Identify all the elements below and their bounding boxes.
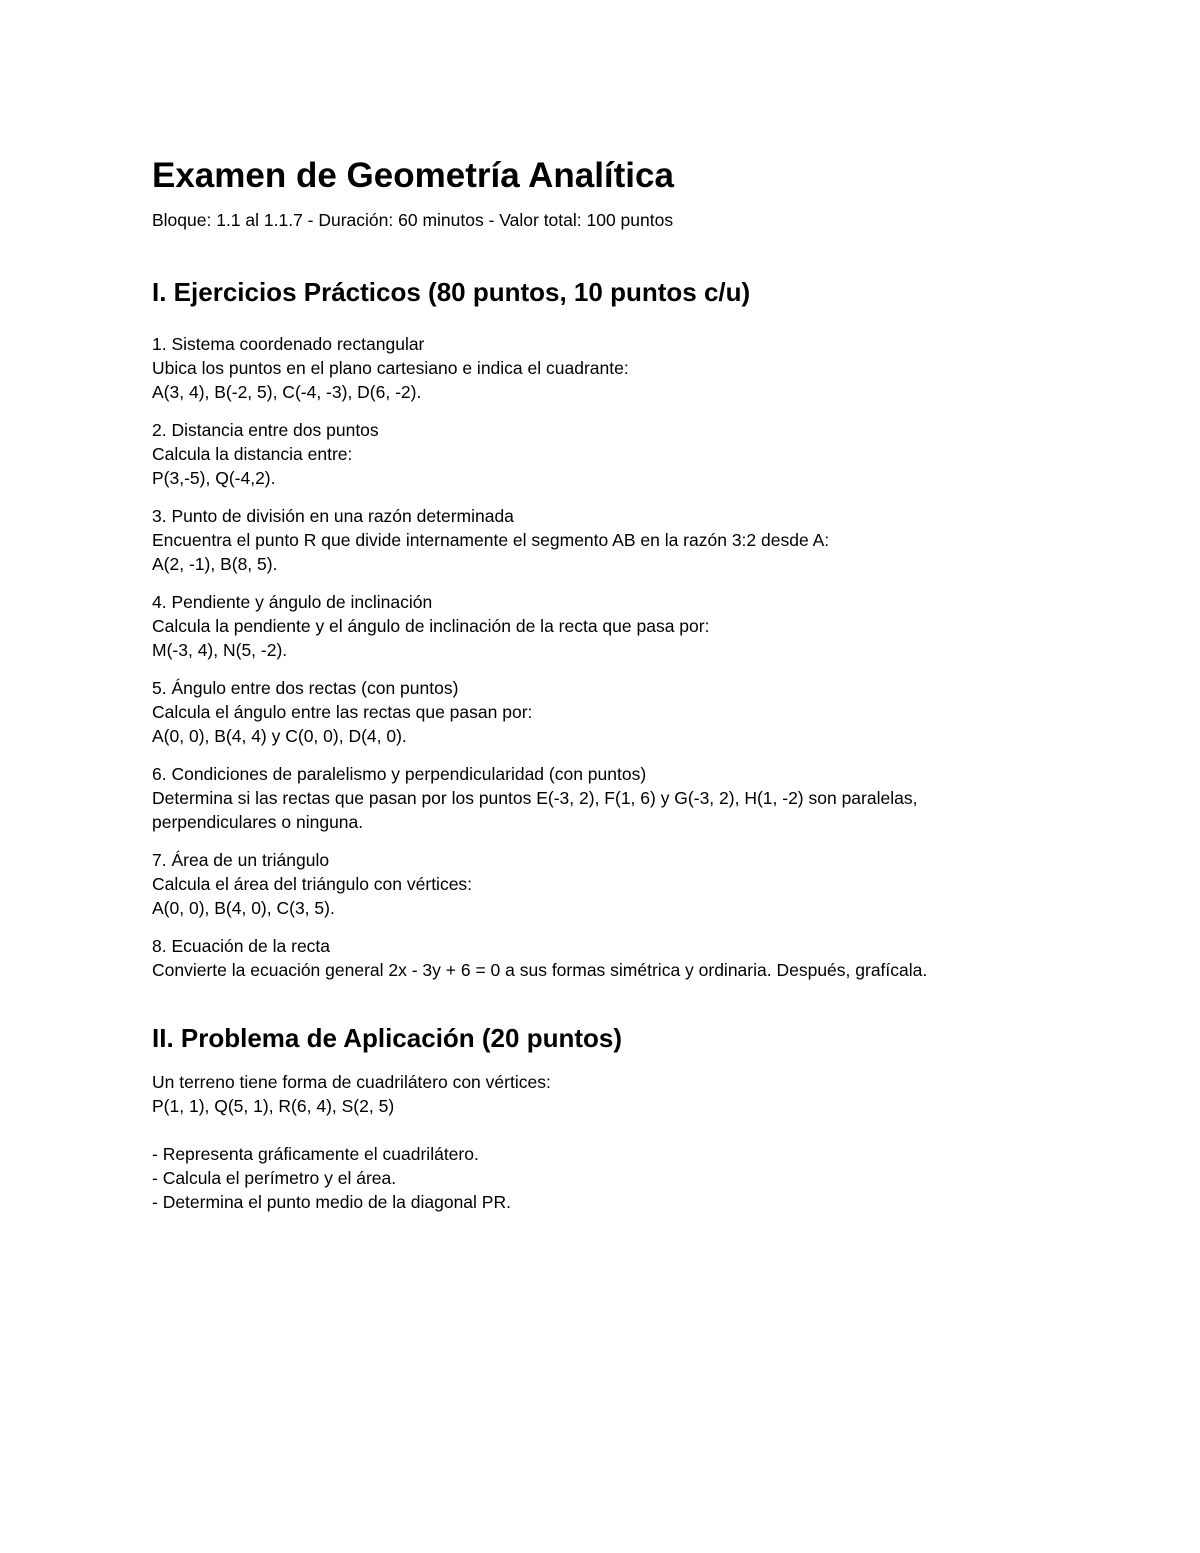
exercise-6 [152, 762, 1072, 834]
exercise-line: Calcula la pendiente y el ángulo de inclinación de la recta que pasa por: [152, 616, 710, 636]
exercise-line: Calcula el área del triángulo con vértices: [152, 874, 473, 894]
exercise-line: A(0, 0), B(4, 4) y C(0, 0), D(4, 0). [152, 726, 407, 746]
exercise-3 [152, 504, 1072, 576]
exercise-title: 6. Condiciones de paralelismo y perpendicularidad (con puntos) [152, 764, 647, 784]
exercise-7 [152, 848, 1072, 920]
section-2-heading: II. Problema de Aplicación (20 puntos) [152, 1023, 623, 1053]
exercise-1 [152, 332, 1072, 404]
exercise-line: A(2, -1), B(8, 5). [152, 554, 278, 574]
exercise-line: perpendiculares o ninguna. [152, 812, 364, 832]
problem-intro: Un terreno tiene forma de cuadrilátero con vértices: [152, 1072, 551, 1092]
exercise-2 [152, 418, 1072, 490]
section-1-heading: I. Ejercicios Prácticos (80 puntos, 10 puntos c/u) [152, 277, 751, 307]
exercise-line: P(3,-5), Q(-4,2). [152, 468, 276, 488]
exercise-line: A(0, 0), B(4, 0), C(3, 5). [152, 898, 335, 918]
exam-subtitle: Bloque: 1.1 al 1.1.7 - Duración: 60 minutos - Valor total: 100 puntos [152, 210, 674, 230]
exercise-list [152, 332, 1072, 982]
problem-task: - Calcula el perímetro y el área. [152, 1168, 397, 1188]
problem-task: - Representa gráficamente el cuadrilátero. [152, 1144, 479, 1164]
exercise-5 [152, 676, 1072, 748]
exercise-title: 2. Distancia entre dos puntos [152, 420, 379, 440]
exercise-line: Determina si las rectas que pasan por los puntos E(-3, 2), F(1, 6) y G(-3, 2), H(1, -2) son paralelas, [152, 788, 918, 808]
exercise-line: Convierte la ecuación general 2x - 3y + 6 = 0 a sus formas simétrica y ordinaria. Después, grafícala. [152, 960, 928, 980]
exercise-line: Calcula la distancia entre: [152, 444, 353, 464]
spacer [152, 1118, 1072, 1142]
problem-task: - Determina el punto medio de la diagonal PR. [152, 1192, 511, 1212]
exercise-title: 8. Ecuación de la recta [152, 936, 331, 956]
exercise-8 [152, 934, 1072, 982]
exercise-title: 7. Área de un triángulo [152, 850, 330, 870]
exercise-line: A(3, 4), B(-2, 5), C(-4, -3), D(6, -2). [152, 382, 422, 402]
exercise-title: 5. Ángulo entre dos rectas (con puntos) [152, 678, 459, 698]
application-problem [152, 1070, 1072, 1214]
exercise-title: 3. Punto de división en una razón determinada [152, 506, 514, 526]
exercise-title: 4. Pendiente y ángulo de inclinación [152, 592, 433, 612]
problem-vertices: P(1, 1), Q(5, 1), R(6, 4), S(2, 5) [152, 1096, 395, 1116]
exam-page [152, 152, 1072, 1214]
exercise-line: Calcula el ángulo entre las rectas que pasan por: [152, 702, 533, 722]
exam-title: Examen de Geometría Analítica [152, 156, 674, 195]
exercise-title: 1. Sistema coordenado rectangular [152, 334, 425, 354]
exercise-line: Encuentra el punto R que divide internamente el segmento AB en la razón 3:2 desde A: [152, 530, 830, 550]
exercise-4 [152, 590, 1072, 662]
exercise-line: M(-3, 4), N(5, -2). [152, 640, 288, 660]
exercise-line: Ubica los puntos en el plano cartesiano e indica el cuadrante: [152, 358, 629, 378]
